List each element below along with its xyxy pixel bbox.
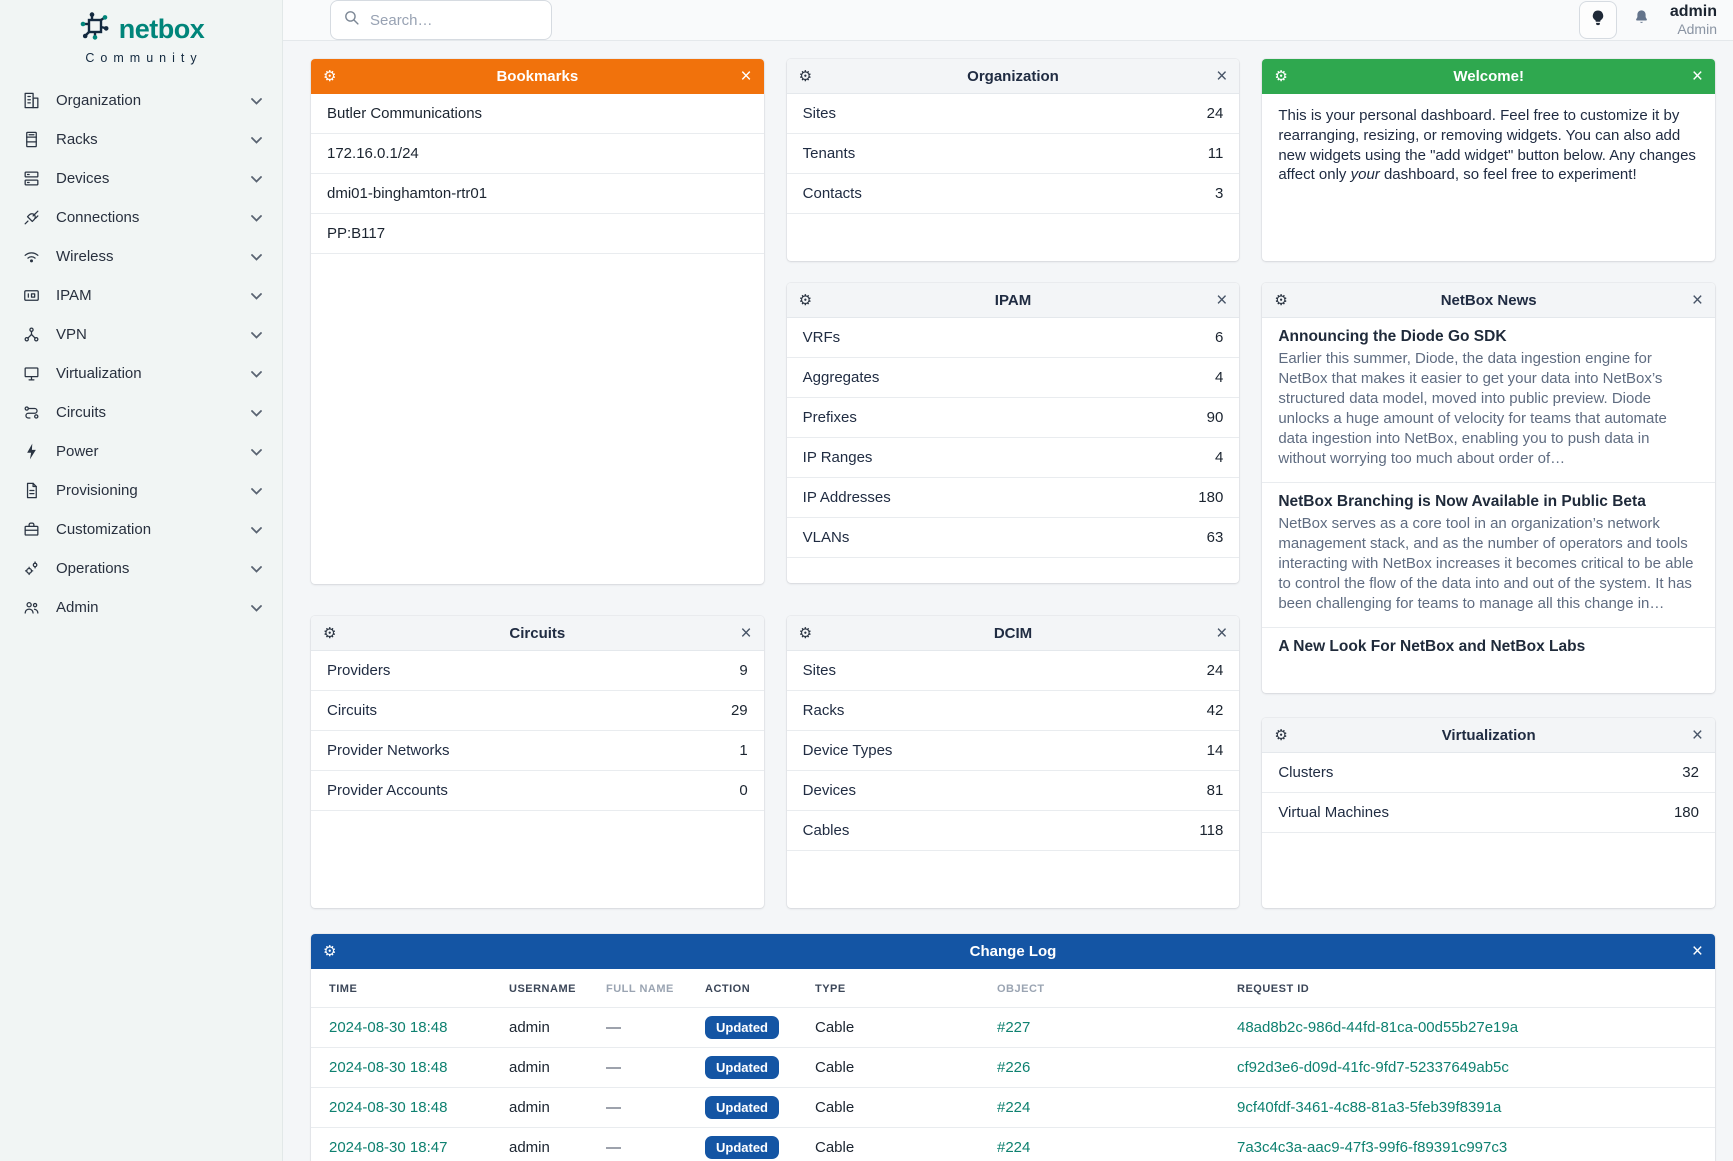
changelog-time-link[interactable]: 2024-08-30 18:48: [329, 1059, 448, 1076]
notifications-button[interactable]: [1632, 8, 1651, 32]
stat-value: 4: [1214, 369, 1224, 386]
changelog-username: admin: [509, 1059, 550, 1076]
sidebar-item-label: Customization: [56, 521, 152, 538]
stat-row[interactable]: [787, 134, 1240, 174]
sidebar-item-label: Racks: [56, 131, 98, 148]
close-icon[interactable]: ×: [1216, 289, 1228, 311]
stat-label: Device Types: [802, 742, 893, 759]
sidebar-item-provisioning[interactable]: [0, 471, 282, 510]
gear-icon[interactable]: ⚙: [323, 943, 337, 960]
search-input[interactable]: [370, 12, 539, 29]
monitor-icon: [22, 364, 41, 383]
chevron-down-icon: [251, 365, 262, 383]
widget-netbox-news: [1262, 283, 1715, 693]
chevron-down-icon: [251, 170, 262, 188]
bolt-icon: [22, 442, 41, 461]
stat-value: 42: [1206, 702, 1224, 719]
bookmarks-list: [311, 94, 764, 254]
stat-row[interactable]: [1262, 793, 1715, 833]
main-area: [283, 0, 1733, 1161]
widget-title: Change Log: [969, 943, 1057, 960]
table-row: [311, 1128, 1715, 1161]
sidebar-item-label: Devices: [56, 170, 110, 187]
stat-label: IP Ranges: [802, 449, 873, 466]
table-header-row: [311, 969, 1715, 1008]
brand-subtitle: Community: [85, 51, 203, 65]
close-icon[interactable]: ×: [740, 66, 752, 87]
gears-icon: [22, 559, 41, 578]
search-icon: [343, 9, 360, 31]
users-icon: [22, 598, 41, 617]
news-excerpt: NetBox serves as a core tool in an organization’s network management stack, and as the number of operators and tools interacting with NetBox increases it becomes critical to be able to control the flow of the data into and out of the system. It has been challenging for teams to manage all this change in…: [1278, 515, 1694, 612]
stat-row[interactable]: [311, 771, 764, 811]
stat-label: Cables: [802, 822, 850, 839]
building-icon: [22, 91, 41, 110]
widget-virtualization: [1262, 718, 1715, 908]
stat-value: 11: [1207, 145, 1224, 162]
bookmark-item[interactable]: [311, 134, 764, 174]
stat-label: Aggregates: [802, 369, 880, 386]
column-header-type[interactable]: TYPE: [815, 983, 846, 995]
stat-value: 0: [739, 782, 748, 799]
changelog-type: Cable: [815, 1059, 855, 1076]
sidebar-item-devices[interactable]: [0, 159, 282, 198]
chevron-down-icon: [251, 209, 262, 227]
close-icon[interactable]: ×: [1216, 622, 1228, 644]
stat-row[interactable]: [787, 174, 1240, 214]
changelog-full-name: —: [606, 1139, 621, 1157]
gear-icon[interactable]: ⚙: [323, 624, 337, 642]
news-item: [1262, 482, 1715, 627]
changelog-time-link[interactable]: 2024-08-30 18:48: [329, 1099, 448, 1116]
news-item: [1262, 318, 1715, 482]
lightbulb-icon: [1589, 9, 1607, 32]
user-name: admin: [1669, 3, 1717, 21]
stat-row[interactable]: [787, 518, 1240, 558]
sidebar-item-customization[interactable]: [0, 510, 282, 549]
sidebar-item-circuits[interactable]: [0, 393, 282, 432]
ipam-icon: [22, 286, 41, 305]
chevron-down-icon: [251, 521, 262, 539]
stat-value: 14: [1206, 742, 1224, 759]
change-log-table: [311, 969, 1715, 1161]
widget-title: Organization: [967, 67, 1059, 85]
column-header-username[interactable]: USERNAME: [509, 983, 576, 995]
action-badge: Updated: [705, 1096, 779, 1119]
stat-label: Tenants: [802, 145, 856, 162]
changelog-username: admin: [509, 1139, 550, 1157]
bell-icon: [1632, 8, 1651, 32]
stat-label: Providers: [327, 662, 391, 679]
widget-header: [787, 616, 1240, 651]
user-menu[interactable]: [1670, 3, 1717, 37]
stat-value: 1: [739, 742, 748, 759]
changelog-request-id-link[interactable]: cf92d3e6-d09d-41fc-9fd7-52337649ab5c: [1237, 1059, 1509, 1076]
sidebar-item-connections[interactable]: [0, 198, 282, 237]
user-role: Admin: [1677, 20, 1717, 37]
sidebar-item-power[interactable]: [0, 432, 282, 471]
stat-row[interactable]: [787, 438, 1240, 478]
widget-header: [311, 616, 764, 651]
stats-list: [787, 94, 1240, 214]
stat-value: 9: [739, 662, 748, 679]
bookmark-label: PP:B117: [327, 225, 386, 242]
stat-value: 24: [1206, 105, 1224, 122]
changelog-full-name: —: [606, 1059, 621, 1076]
changelog-full-name: —: [606, 1099, 621, 1116]
sidebar-item-ipam[interactable]: [0, 276, 282, 315]
sidebar-item-admin[interactable]: [0, 588, 282, 627]
table-row: [311, 1088, 1715, 1128]
route-icon: [22, 403, 41, 422]
stat-label: Circuits: [327, 702, 378, 719]
stat-row[interactable]: [787, 358, 1240, 398]
widget-bookmarks: [311, 59, 764, 584]
stat-label: Devices: [802, 782, 857, 799]
widget-header: [1262, 59, 1715, 94]
widget-organization: [787, 59, 1240, 261]
bookmark-item[interactable]: [311, 94, 764, 134]
stats-list: [311, 651, 764, 811]
changelog-type: Cable: [815, 1019, 855, 1036]
sidebar-item-vpn[interactable]: [0, 315, 282, 354]
widget-header: [1262, 283, 1715, 318]
widget-circuits: [311, 616, 764, 908]
changelog-username: admin: [509, 1019, 550, 1036]
server-icon: [22, 169, 41, 188]
stat-row[interactable]: [311, 731, 764, 771]
stat-label: Provider Accounts: [327, 782, 448, 799]
changelog-request-id-link[interactable]: 9cf40fdf-3461-4c88-81a3-5feb39f8391a: [1237, 1099, 1502, 1116]
changelog-object-link[interactable]: #224: [997, 1099, 1031, 1116]
news-title-link[interactable]: A New Look For NetBox and NetBox Labs: [1278, 638, 1586, 655]
stat-label: Racks: [802, 702, 845, 719]
column-header-request-id[interactable]: REQUEST ID: [1237, 983, 1310, 995]
sidebar-item-racks[interactable]: [0, 120, 282, 159]
bookmark-label: 172.16.0.1/24: [327, 145, 419, 162]
stat-value: 118: [1199, 822, 1224, 839]
stat-row[interactable]: [787, 318, 1240, 358]
chevron-down-icon: [251, 287, 262, 305]
news-item: [1262, 627, 1715, 672]
table-row: [311, 1048, 1715, 1088]
stat-value: 3: [1214, 185, 1224, 202]
chevron-down-icon: [251, 248, 262, 266]
gear-icon[interactable]: ⚙: [798, 291, 813, 309]
stat-row[interactable]: [787, 398, 1240, 438]
action-badge: Updated: [705, 1016, 779, 1039]
stat-label: Contacts: [802, 185, 862, 202]
changelog-request-id-link[interactable]: 48ad8b2c-986d-44fd-81ca-00d55b27e19a: [1237, 1019, 1519, 1036]
sidebar-item-label: Organization: [56, 92, 142, 109]
gear-icon[interactable]: ⚙: [1274, 726, 1288, 744]
stat-label: Sites: [802, 105, 837, 122]
stat-label: Clusters: [1278, 764, 1334, 781]
changelog-type: Cable: [815, 1139, 855, 1157]
widget-dcim: [787, 616, 1240, 908]
changelog-username: admin: [509, 1099, 550, 1116]
stat-row[interactable]: [1262, 753, 1715, 793]
widget-title: Virtualization: [1441, 726, 1536, 744]
changelog-object-link[interactable]: #226: [997, 1059, 1031, 1076]
changelog-full-name: —: [606, 1019, 621, 1036]
sidebar-item-label: Power: [56, 443, 99, 460]
chevron-down-icon: [251, 482, 262, 500]
sidebar-item-label: Connections: [56, 209, 140, 226]
sidebar-item-label: Virtualization: [56, 365, 142, 382]
stat-value: 29: [730, 702, 748, 719]
widget-header: [787, 283, 1240, 318]
wifi-icon: [22, 247, 41, 266]
bookmark-item[interactable]: [311, 174, 764, 214]
stat-label: Sites: [802, 662, 837, 679]
sidebar-item-label: Admin: [56, 599, 99, 616]
widget-change-log: [311, 934, 1715, 1161]
plug-icon: [22, 208, 41, 227]
sidebar: [0, 0, 283, 1161]
widget-header: [1262, 718, 1715, 753]
stat-label: VLANs: [802, 529, 850, 546]
briefcase-icon: [22, 520, 41, 539]
stat-row[interactable]: [311, 651, 764, 691]
stat-value: 6: [1214, 329, 1224, 346]
gear-icon[interactable]: ⚙: [798, 67, 813, 85]
changelog-type: Cable: [815, 1099, 855, 1116]
news-title-link[interactable]: NetBox Branching is Now Available in Public Beta: [1278, 493, 1646, 510]
stat-value: 24: [1206, 662, 1224, 679]
stat-row[interactable]: [787, 651, 1240, 691]
widget-title: IPAM: [994, 291, 1032, 309]
chevron-down-icon: [251, 560, 262, 578]
close-icon[interactable]: ×: [1691, 724, 1703, 746]
widget-title: Welcome!: [1453, 68, 1524, 85]
sidebar-item-label: Wireless: [56, 248, 114, 265]
brand[interactable]: [0, 0, 282, 65]
widget-title: NetBox News: [1440, 291, 1537, 309]
stat-label: Prefixes: [802, 409, 857, 426]
close-icon[interactable]: ×: [1216, 65, 1228, 87]
news-excerpt: Earlier this summer, Diode, the data ingestion engine for NetBox that makes it easier to get your data into NetBox’s structured data model, moved into public preview. Diode unlocks a huge amount of velocity for teams that automate data ingestion into NetBox, enabling you to push data in without worrying too much about order of…: [1278, 350, 1667, 467]
sidebar-item-label: Operations: [56, 560, 130, 577]
stat-label: VRFs: [802, 329, 841, 346]
action-badge: Updated: [705, 1056, 779, 1079]
bookmark-item[interactable]: [311, 214, 764, 254]
sidebar-item-organization[interactable]: [0, 81, 282, 120]
stat-label: IP Addresses: [802, 489, 891, 506]
network-nodes-icon: [22, 325, 41, 344]
stat-row[interactable]: [787, 478, 1240, 518]
changelog-request-id-link[interactable]: 7a3c4c3a-aac9-47f3-99f6-f89391c997c3: [1237, 1139, 1508, 1157]
widget-welcome: [1262, 59, 1715, 261]
column-header-object: OBJECT: [997, 983, 1045, 995]
stats-list: [787, 651, 1240, 851]
stat-row[interactable]: [787, 691, 1240, 731]
close-icon[interactable]: ×: [1691, 289, 1703, 311]
stat-value: 90: [1206, 409, 1224, 426]
chevron-down-icon: [251, 404, 262, 422]
change-log-rows: [311, 1008, 1715, 1161]
changelog-time-link[interactable]: 2024-08-30 18:48: [329, 1019, 448, 1036]
stat-row[interactable]: [311, 691, 764, 731]
sidebar-item-label: Provisioning: [56, 482, 138, 499]
stats-list: [1262, 753, 1715, 833]
stat-value: 32: [1682, 764, 1699, 781]
close-icon[interactable]: ×: [740, 622, 752, 644]
dashboard: [283, 41, 1733, 1161]
brand-name: netbox: [118, 14, 205, 44]
action-badge: Updated: [705, 1136, 779, 1159]
sidebar-item-label: IPAM: [56, 287, 92, 304]
stat-value: 180: [1673, 804, 1699, 821]
search-box[interactable]: [330, 0, 552, 40]
column-header-full-name: FULL NAME: [606, 983, 674, 995]
stats-list: [787, 318, 1240, 558]
widget-title: DCIM: [993, 624, 1033, 642]
sidebar-item-wireless[interactable]: [0, 237, 282, 276]
sidebar-item-label: VPN: [56, 326, 87, 343]
netbox-logo-icon: [78, 10, 112, 49]
chevron-down-icon: [251, 131, 262, 149]
changelog-time-link[interactable]: 2024-08-30 18:47: [329, 1139, 448, 1157]
widget-header: [787, 59, 1240, 94]
widget-title: Circuits: [509, 624, 566, 642]
stat-value: 63: [1206, 529, 1224, 546]
column-header-time[interactable]: TIME: [329, 983, 358, 995]
widget-ipam: [787, 283, 1240, 583]
document-icon: [22, 481, 41, 500]
stat-row[interactable]: [787, 731, 1240, 771]
stat-row[interactable]: [787, 94, 1240, 134]
changelog-object-link[interactable]: #227: [997, 1019, 1031, 1036]
gear-icon[interactable]: ⚙: [323, 68, 337, 85]
close-icon[interactable]: ×: [1691, 941, 1703, 962]
column-header-action[interactable]: ACTION: [705, 983, 751, 995]
widget-header: [311, 934, 1715, 969]
bookmark-label: Butler Communications: [327, 105, 483, 122]
chevron-down-icon: [251, 92, 262, 110]
stat-value: 4: [1214, 449, 1224, 466]
rack-icon: [22, 130, 41, 149]
news-title-link[interactable]: Announcing the Diode Go SDK: [1278, 328, 1507, 345]
stat-row[interactable]: [787, 771, 1240, 811]
theme-toggle-button[interactable]: [1579, 1, 1617, 39]
stat-value: 180: [1198, 489, 1224, 506]
chevron-down-icon: [251, 599, 262, 617]
chevron-down-icon: [251, 326, 262, 344]
sidebar-item-label: Circuits: [56, 404, 107, 421]
topbar: [283, 0, 1733, 41]
widget-title: Bookmarks: [496, 68, 579, 85]
stat-row[interactable]: [787, 811, 1240, 851]
sidebar-menu: [0, 81, 282, 627]
gear-icon[interactable]: ⚙: [798, 624, 813, 642]
chevron-down-icon: [251, 443, 262, 461]
stat-label: Provider Networks: [327, 742, 450, 759]
gear-icon[interactable]: ⚙: [1274, 68, 1288, 85]
stat-label: Virtual Machines: [1278, 804, 1389, 821]
gear-icon[interactable]: ⚙: [1274, 291, 1288, 309]
stat-value: 81: [1206, 782, 1224, 799]
bookmark-label: dmi01-binghamton-rtr01: [327, 185, 488, 202]
widget-header: [311, 59, 764, 94]
close-icon[interactable]: ×: [1691, 66, 1703, 87]
welcome-text: This is your personal dashboard. Feel free to customize it by rearranging, resizing, or removing widgets. You can also add new widgets using the "add widget" button below. Any changes affect only your dashboard, so feel free to experiment!: [1278, 107, 1696, 184]
table-row: [311, 1008, 1715, 1048]
changelog-object-link[interactable]: #224: [997, 1139, 1031, 1157]
sidebar-item-operations[interactable]: [0, 549, 282, 588]
news-list: [1262, 318, 1715, 672]
sidebar-item-virtualization[interactable]: [0, 354, 282, 393]
